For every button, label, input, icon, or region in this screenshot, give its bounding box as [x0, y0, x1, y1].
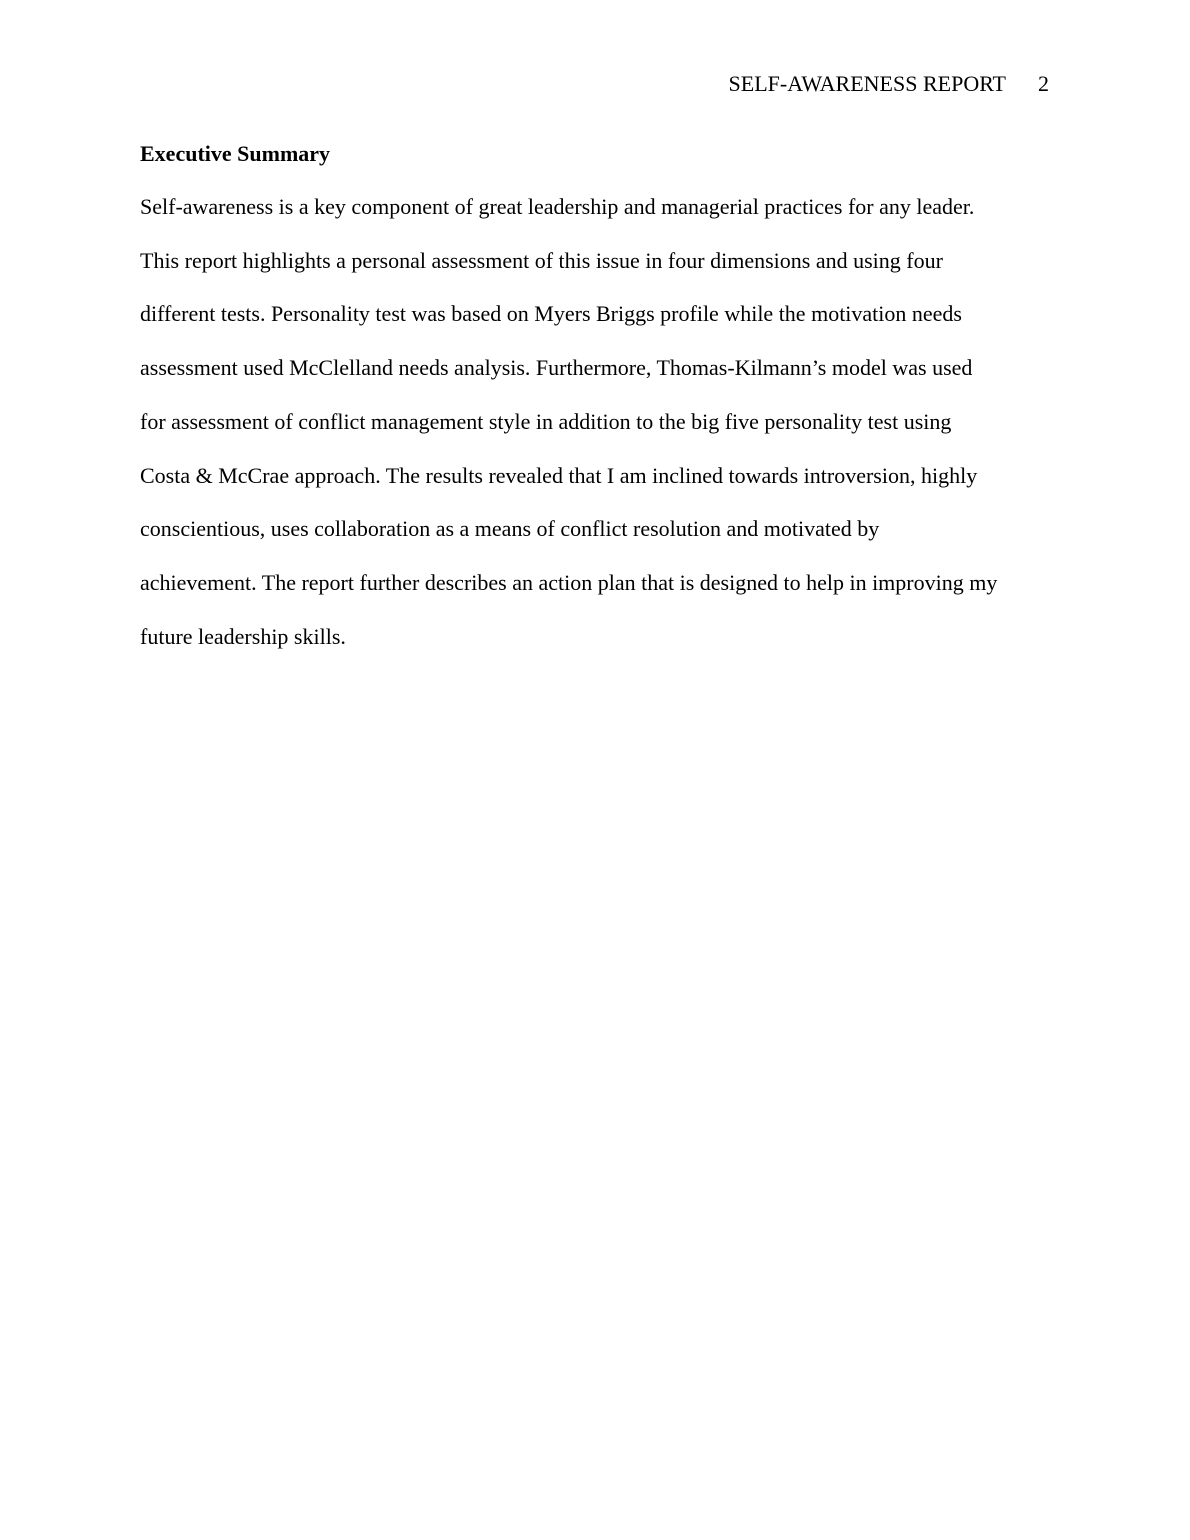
- paragraph-line: different tests. Personality test was based on Myers Briggs profile while the motivation needs: [140, 301, 962, 327]
- paragraph-line: future leadership skills.: [140, 623, 346, 649]
- page-number: 2: [1038, 71, 1049, 96]
- section-heading: Executive Summary: [140, 141, 331, 166]
- document-body: [140, 140, 1052, 663]
- paragraph-line: Self-awareness is a key component of great leadership and managerial practices for any leader.: [140, 194, 975, 219]
- executive-summary-paragraph: [140, 180, 1052, 663]
- paragraph-line: for assessment of conflict management style in addition to the big five personality test using: [140, 408, 952, 434]
- paragraph-line: assessment used McClelland needs analysis. Furthermore, Thomas-Kilmann’s model was used: [140, 355, 973, 381]
- paragraph-line: This report highlights a personal assessment of this issue in four dimensions and using four: [140, 247, 943, 273]
- running-head-title: SELF-AWARENESS REPORT: [728, 71, 1006, 96]
- paragraph-line: Costa & McCrae approach. The results revealed that I am inclined towards introversion, highly: [140, 462, 978, 488]
- running-head: [729, 70, 1049, 98]
- paragraph-line: achievement. The report further describes an action plan that is designed to help in improving my: [140, 569, 998, 595]
- paragraph-line: conscientious, uses collaboration as a means of conflict resolution and motivated by: [140, 516, 880, 542]
